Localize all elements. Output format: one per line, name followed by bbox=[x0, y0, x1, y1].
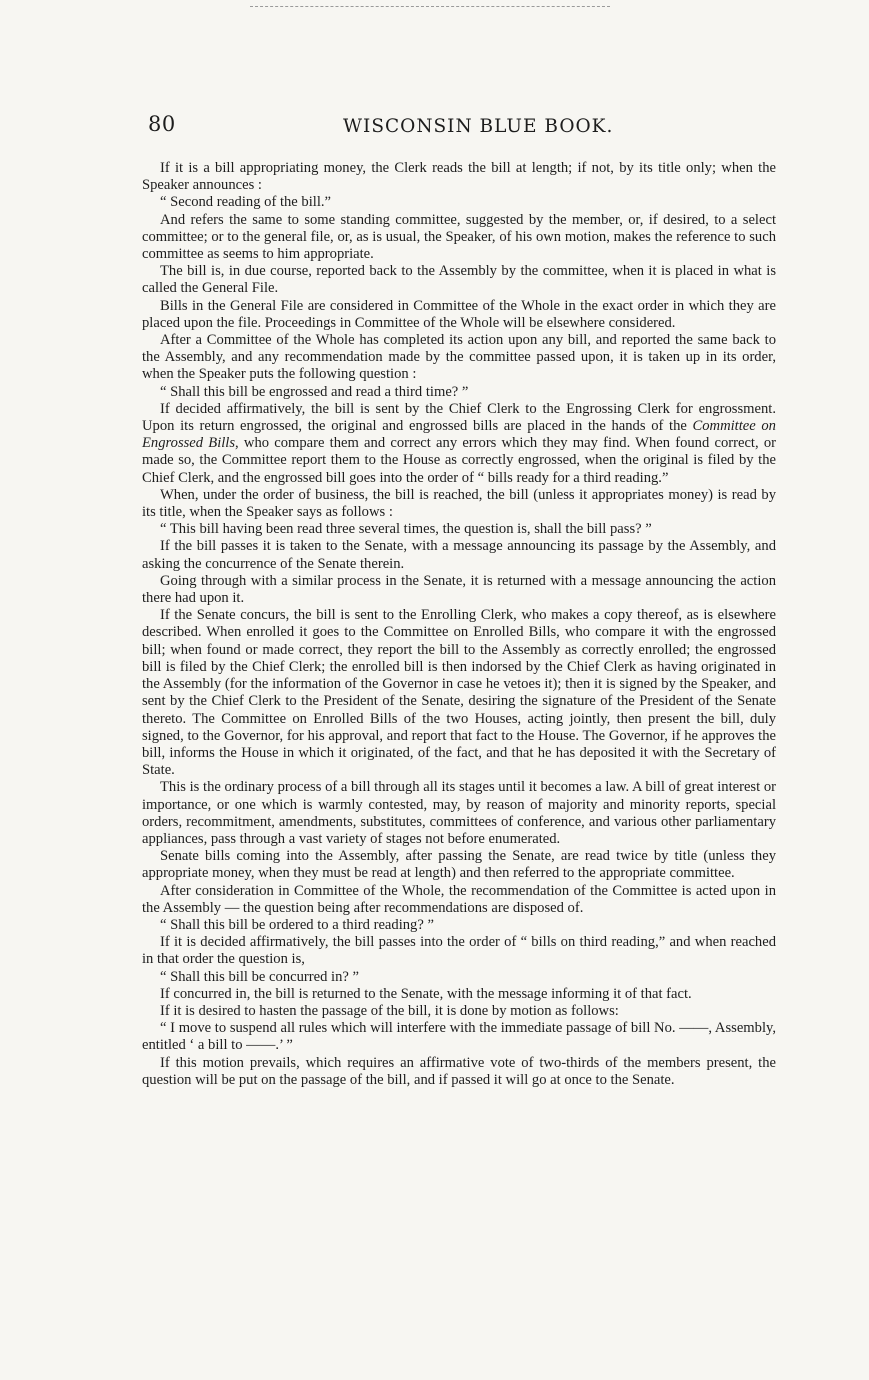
paragraph: If concurred in, the bill is returned to the Senate, with the message informing it of that fact. bbox=[160, 985, 692, 1002]
paragraph: This is the ordinary process of a bill through all its stages until it becomes a law. A bill of great interest or importance, or one which is warmly contested, may, by reason of majority and minority reports, special orders, recommitment, amendments, substitutes, committees of conference, and various other parliamentary appliances, pass through a vast variety of stages not before enumerated. bbox=[142, 779, 776, 847]
paragraph: If it is desired to hasten the passage of the bill, it is done by motion as follows: bbox=[160, 1002, 619, 1019]
paragraph: If the bill passes it is taken to the Senate, with a message announcing its passage by the Assembly, and asking the concurrence of the Senate therein. bbox=[142, 538, 776, 572]
paragraph: If this motion prevails, which requires an affirmative vote of two-thirds of the members present, the question will be put on the passage of the bill, and if passed it will go at once to the Senate. bbox=[142, 1054, 776, 1088]
running-title: WISCONSIN BLUE BOOK. bbox=[343, 116, 614, 137]
paragraph: “ Shall this bill be engrossed and read a third time? ” bbox=[160, 383, 469, 400]
paragraph: If decided affirmatively, the bill is sent by the Chief Clerk to the Engrossing Clerk for engrossment. Upon its return engrossed, the original and engrossed bills are placed in the hands of the Committee on Engrossed Bills, who compare them and correct any errors which they may find. When found correct, or made so, the Committee report them to the House as correctly engrossed, when the original is filed by the Chief Clerk, and the engrossed bill goes into the order of “ bills ready for a third reading.” bbox=[142, 400, 776, 486]
paragraph: When, under the order of business, the bill is reached, the bill (unless it appropriates money) is read by its title, when the Speaker says as follows : bbox=[142, 486, 776, 521]
paragraph: “ Second reading of the bill.” bbox=[160, 194, 332, 211]
paragraph: If it is a bill appropriating money, the Clerk reads the bill at length; if not, by its title only; when the Speaker announces : bbox=[142, 160, 776, 194]
paragraph: Bills in the General File are considered in Committee of the Whole in the exact order in which they are placed upon the file. Proceedings in Committee of the Whole will be elsewhere considered. bbox=[142, 297, 776, 331]
paragraph: Going through with a similar process in the Senate, it is returned with a message announcing the action there had upon it. bbox=[142, 572, 776, 607]
paragraph: The bill is, in due course, reported back to the Assembly by the committee, when it is placed in what is called the General File. bbox=[142, 263, 776, 297]
paragraph: “ Shall this bill be ordered to a third reading? ” bbox=[160, 916, 434, 933]
paragraph: “ I move to suspend all rules which will interfere with the immediate passage of bill No. ——, Assembly, entitled ‘ a bill to ——.’ ” bbox=[142, 1020, 776, 1054]
paragraph: If the Senate concurs, the bill is sent to the Enrolling Clerk, who makes a copy thereof, as is elsewhere described. When enrolled it goes to the Committee on Enrolled Bills, who compare it with the engrossed bill; when found or made correct, they report the bill to the Assembly as correctly enrolled; the engrossed bill is filed by the Chief Clerk; the enrolled bill is then indorsed by the Chief Clerk as having originated in the Assembly (for the information of the Governor in case he vetoes it); then it is signed by the Speaker, and sent by the Chief Clerk to the President of the Senate, desiring the signature of the President of the Senate thereto. The Committee on Enrolled Bills of the two Houses, acting jointly, then present the bill, duly signed, to the Governor, for his approval, and report that fact to the House. The Governor, if he approves the bill, informs the House in which it originated, of the fact, and that he has deposited it with the Secretary of State. bbox=[142, 607, 776, 779]
committee-name: Committee on Engrossed Bills bbox=[142, 418, 776, 452]
paragraph: And refers the same to some standing committee, suggested by the member, or, if desired, to a select committee; or to the general file, or, as is usual, the Speaker, of his own motion, makes the reference to such committee as seems to him appropriate. bbox=[142, 211, 776, 263]
paragraph: “ This bill having been read three several times, the question is, shall the bill pass? ” bbox=[160, 521, 652, 538]
page-header bbox=[148, 112, 788, 142]
page-number: 80 bbox=[148, 112, 176, 136]
body-text bbox=[142, 160, 776, 1089]
top-rule bbox=[250, 6, 610, 7]
paragraph: Senate bills coming into the Assembly, after passing the Senate, are read twice by title (unless they appropriate money, when they must be read at length) and then referred to the appropriate committee. bbox=[142, 848, 776, 882]
paragraph: After consideration in Committee of the Whole, the recommendation of the Committee is acted upon in the Assembly — the question being after recommendations are disposed of. bbox=[142, 882, 776, 916]
paragraph: After a Committee of the Whole has completed its action upon any bill, and reported the same back to the Assembly, and any recommendation made by the committee passed upon, it is taken up in its order, when the Speaker puts the following question : bbox=[142, 332, 776, 383]
paragraph: “ Shall this bill be concurred in? ” bbox=[160, 968, 359, 985]
paragraph: If it is decided affirmatively, the bill passes into the order of “ bills on third reading,” and when reached in that order the question is, bbox=[142, 934, 776, 968]
